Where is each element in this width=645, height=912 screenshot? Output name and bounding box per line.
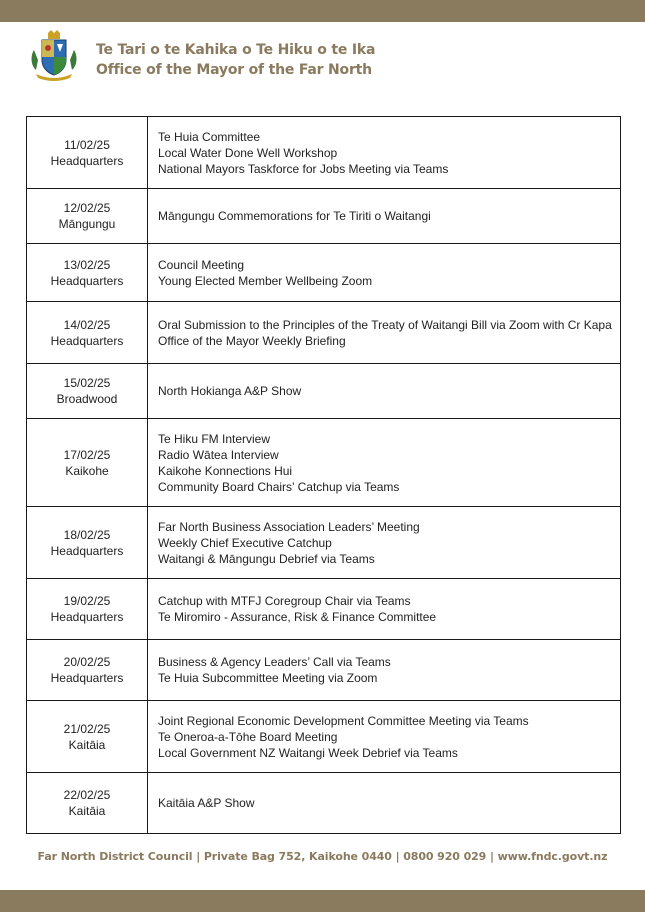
event-item: Oral Submission to the Principles of the Treaty of Waitangi Bill via Zoom with Cr Kapa (158, 317, 612, 332)
events-cell (148, 244, 621, 302)
location: Headquarters (50, 671, 124, 685)
event-item: Far North Business Association Leaders’ Meeting (158, 519, 420, 534)
events-cell (148, 507, 621, 579)
date-cell (27, 507, 148, 579)
date-cell (27, 579, 148, 640)
event-item: National Mayors Taskforce for Jobs Meeting via Teams (158, 161, 449, 176)
date: 11/02/25 (64, 137, 110, 152)
event-item: Local Water Done Well Workshop (158, 145, 338, 160)
footer-contact: Far North District Council | Private Bag 752, Kaikohe 0440 | 0800 920 029 | www.fndc.govt.nz (37, 850, 608, 863)
date: 15/02/25 (63, 376, 111, 390)
table-row (27, 579, 621, 640)
location: Headquarters (50, 273, 124, 288)
events-cell (148, 117, 621, 189)
event-item: Kaikohe Konnections Hui (158, 463, 293, 478)
event-item: Māngungu Commemorations for Te Tiriti o Waitangi (158, 209, 431, 223)
events-cell (148, 302, 621, 364)
location: Headquarters (50, 543, 124, 558)
event-item: Radio Wātea Interview (158, 447, 279, 462)
event-item: Te Hiku FM Interview (158, 431, 271, 446)
date-cell (27, 419, 148, 507)
date-cell (27, 244, 148, 302)
table-row (27, 773, 621, 834)
table-row (27, 419, 621, 507)
coat-of-arms-icon (28, 30, 80, 82)
location: Kaitāia (68, 737, 106, 752)
location: Kaitāia (68, 804, 106, 818)
event-item: Te Huia Committee (158, 129, 261, 144)
event-item: Business & Agency Leaders’ Call via Teams (158, 655, 391, 669)
schedule-table (26, 116, 621, 834)
event-item: Young Elected Member Wellbeing Zoom (158, 273, 373, 288)
location: Headquarters (50, 333, 124, 348)
table-row (27, 244, 621, 302)
event-item: Te Huia Subcommittee Meeting via Zoom (158, 671, 378, 685)
event-item: Local Government NZ Waitangi Week Debrief via Teams (158, 745, 458, 760)
date-cell (27, 773, 148, 834)
events-cell (148, 364, 621, 419)
event-item: Weekly Chief Executive Catchup (158, 535, 332, 550)
date: 13/02/25 (63, 257, 111, 272)
event-item: Te Miromiro - Assurance, Risk & Finance Committee (158, 610, 437, 624)
date-cell (27, 640, 148, 701)
location: Headquarters (50, 610, 124, 624)
date: 20/02/25 (63, 655, 111, 669)
event-item: Community Board Chairs’ Catchup via Teams (158, 479, 400, 494)
date: 12/02/25 (63, 201, 111, 215)
events-cell (148, 419, 621, 507)
event-item: North Hokianga A&P Show (158, 384, 302, 398)
date: 19/02/25 (63, 594, 111, 608)
bottom-banner (0, 890, 645, 912)
org-header (96, 40, 375, 80)
events-cell (148, 701, 621, 773)
event-item: Waitangi & Māngungu Debrief via Teams (158, 551, 375, 566)
location: Headquarters (50, 153, 124, 168)
date-cell (27, 701, 148, 773)
location: Māngungu (58, 217, 116, 231)
date: 17/02/25 (63, 447, 111, 462)
table-row (27, 640, 621, 701)
table-row (27, 117, 621, 189)
event-item: Council Meeting (158, 257, 245, 272)
date: 14/02/25 (63, 317, 111, 332)
event-item: Te Oneroa-a-Tōhe Board Meeting (158, 729, 338, 744)
org-name-english: Office of the Mayor of the Far North (96, 62, 372, 78)
org-name-maori: Te Tari o te Kahika o Te Hiku o te Ika (96, 42, 376, 58)
date-cell (27, 364, 148, 419)
table-row (27, 364, 621, 419)
top-banner (0, 0, 645, 22)
table-row (27, 302, 621, 364)
events-cell (148, 189, 621, 244)
date-cell (27, 302, 148, 364)
location: Kaikohe (65, 463, 109, 478)
event-item: Office of the Mayor Weekly Briefing (158, 333, 346, 348)
event-item: Catchup with MTFJ Coregroup Chair via Teams (158, 594, 411, 608)
date: 22/02/25 (63, 788, 111, 802)
date-cell (27, 189, 148, 244)
events-cell (148, 640, 621, 701)
table-row (27, 507, 621, 579)
event-item: Joint Regional Economic Development Committee Meeting via Teams (158, 713, 529, 728)
table-row (27, 189, 621, 244)
location: Broadwood (56, 392, 118, 406)
table-row (27, 701, 621, 773)
events-cell (148, 579, 621, 640)
date: 18/02/25 (63, 527, 111, 542)
date: 21/02/25 (63, 721, 111, 736)
date-cell (27, 117, 148, 189)
event-item: Kaitāia A&P Show (158, 796, 255, 810)
events-cell (148, 773, 621, 834)
